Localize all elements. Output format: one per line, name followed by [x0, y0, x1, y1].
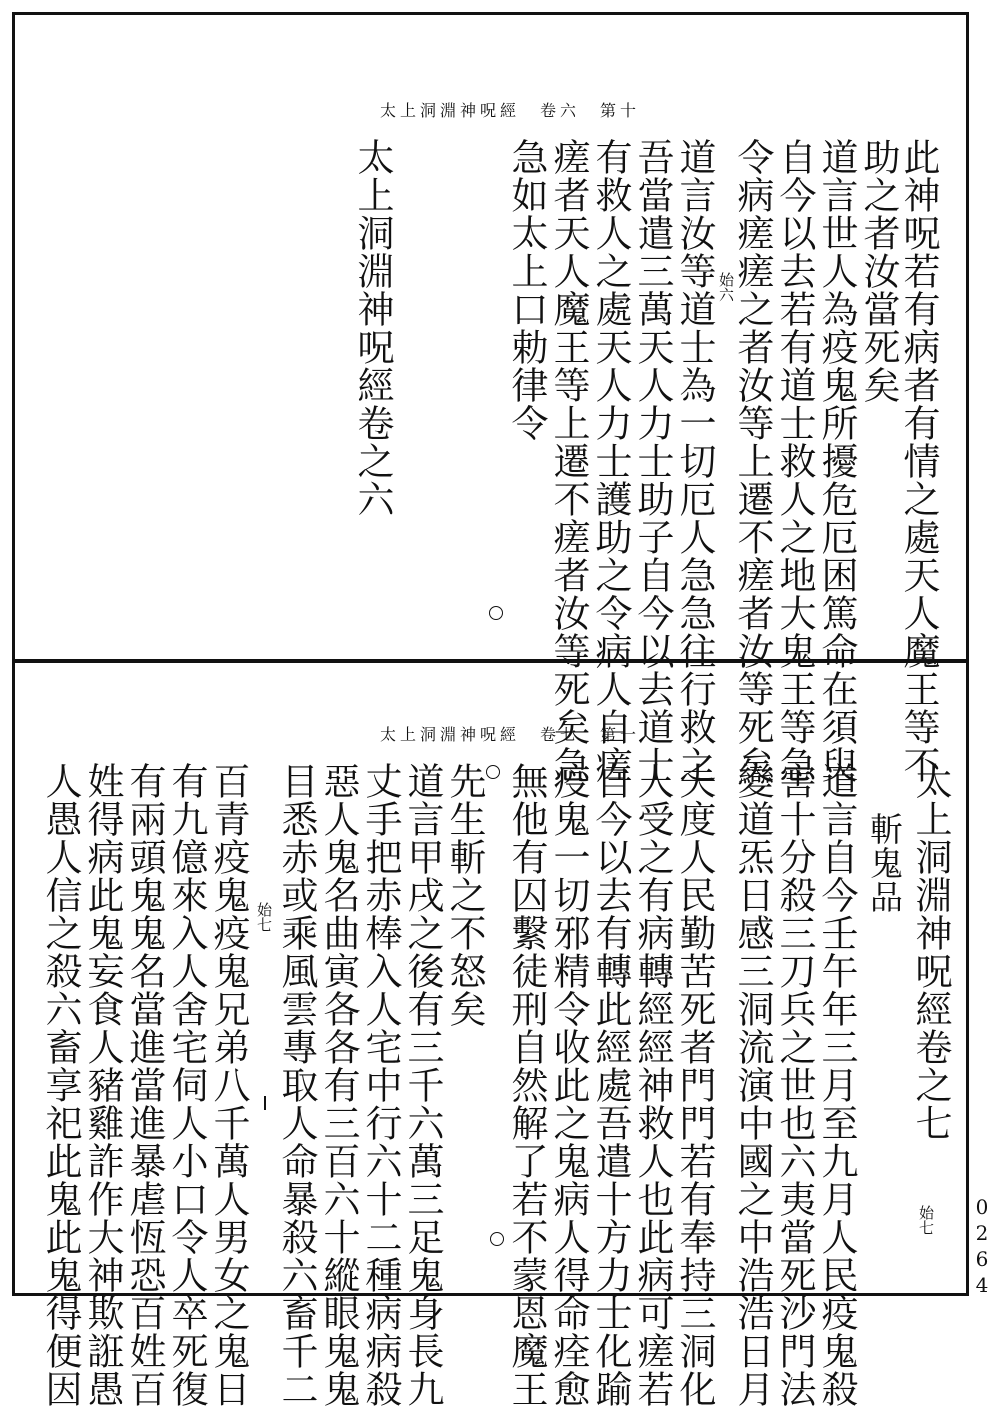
bottom-col-5: 變道炁日感三洞流演中國之中浩浩日月: [731, 762, 774, 1408]
bottom-col-1: 太上洞淵神呪經卷之七: [909, 762, 952, 1142]
bottom-col-12: 道言甲戌之後有三千六萬三足鬼身長九: [401, 762, 444, 1408]
circle-mark-bottom: [490, 1232, 504, 1246]
bottom-col-13: 丈手把赤棒入人宅中行六十二種病病殺: [359, 762, 402, 1408]
bottom-right-label: 始七: [917, 1205, 935, 1235]
bottom-col-19: 姓得病此鬼妄食人豬雞詐作大神欺誑愚: [81, 762, 124, 1408]
top-col-1: 此神呪若有病者有情之處天人魔王等不: [897, 138, 940, 784]
bottom-col-18: 有兩頭鬼鬼名當進當進暴虐恆恐百姓百: [123, 762, 166, 1408]
top-page-header: 太上洞淵神呪經 卷六 第十: [380, 101, 641, 120]
circle-mark: [489, 606, 503, 620]
top-col-3: 道言世人為疫鬼所擾危厄困篤命在須臾: [815, 138, 858, 784]
top-col-7: 吾當遣三萬天人力士助子自今以去道士: [631, 138, 674, 784]
circle-mark-top: [486, 765, 500, 779]
bottom-col-7: 人受之有病轉經經神救人也此病可瘥若: [631, 762, 674, 1408]
top-margin-note: 始六: [717, 272, 735, 302]
top-col-10: 急如太上口勅律令: [505, 138, 548, 442]
bottom-col-15: 目悉赤或乘風雲專取人命暴殺六畜千二: [275, 762, 318, 1408]
top-col-5: 令病瘥瘥之者汝等上遷不瘥者汝等死矣: [731, 138, 774, 784]
top-col-8: 有救人之處天人力士護助之令病人自瘥: [589, 138, 632, 784]
top-col-11: 太上洞淵神呪經卷之六: [351, 138, 394, 518]
bottom-col-11: 先生斬之不怒矣: [443, 762, 486, 1028]
top-col-2: 助之者汝當死矣: [857, 138, 900, 404]
bottom-col-16: 百青疫鬼疫鬼兄弟八千萬人男女之鬼日: [207, 762, 250, 1408]
top-col-6: 道言汝等道士為一切厄人急急往行救之: [673, 138, 716, 784]
top-col-9: 瘥者天人魔王等上遷不瘥者汝等死矣急: [547, 138, 590, 784]
bottom-col-10: 無他有囚繫徒刑自然解了若不蒙恩魔王: [505, 762, 548, 1408]
page-number: 0264: [970, 1195, 994, 1299]
bottom-col-9: 疫鬼一切邪精令收此之鬼病人得命痊愈: [547, 762, 590, 1408]
bottom-col-4: 害十分殺三刀兵之世也六夷當死沙門法: [773, 762, 816, 1408]
tick-mark: [264, 1096, 266, 1110]
bottom-col-6: 夫度人民勤苦死者門門若有奉持三洞化: [673, 762, 716, 1408]
bottom-col-2: 斬鬼品: [865, 812, 904, 914]
bottom-margin-note: 始七: [255, 902, 273, 932]
bottom-col-20: 人愚人信之殺六畜享祀此鬼此鬼得便因: [39, 762, 82, 1408]
bottom-col-8: 自今以去有轉此經處吾遣十方力士化踰: [589, 762, 632, 1408]
bottom-col-17: 有九億來入人舍宅伺人小口令人卒死復: [165, 762, 208, 1408]
bottom-page-header: 太上洞淵神呪經 卷七 第一: [380, 725, 641, 744]
bottom-col-3: 道言自今壬午年三月至九月人民疫鬼殺: [815, 762, 858, 1408]
top-col-4: 自今以去若有道士救人之地大鬼王等急: [773, 138, 816, 784]
bottom-col-14: 惡人鬼名曲寅各各有三百六十縱眼鬼鬼: [317, 762, 360, 1408]
